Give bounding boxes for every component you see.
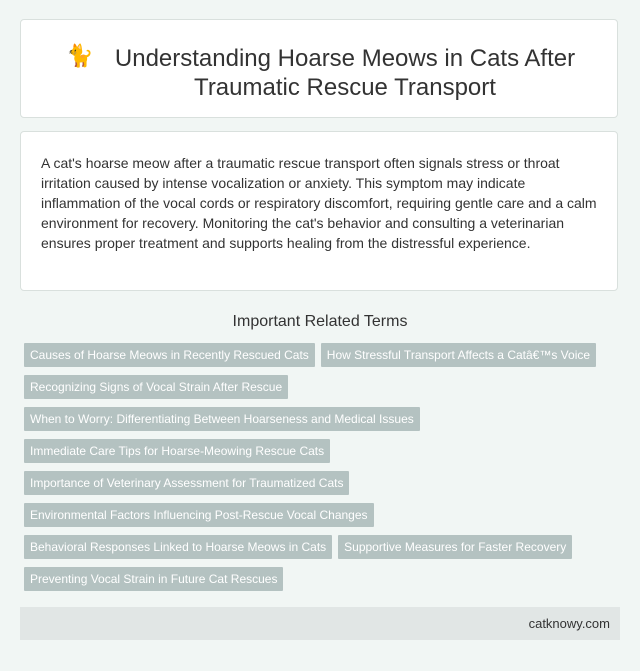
related-terms-list [20, 343, 620, 599]
related-term-tag[interactable]: Preventing Vocal Strain in Future Cat Rescues [24, 567, 283, 591]
related-term-tag[interactable]: When to Worry: Differentiating Between Hoarseness and Medical Issues [24, 407, 420, 431]
related-terms-heading: Important Related Terms [232, 313, 408, 330]
related-term-tag[interactable]: Supportive Measures for Faster Recovery [338, 535, 572, 559]
tag-row [20, 503, 620, 527]
tag-row [20, 471, 620, 495]
tag-row [20, 375, 620, 399]
related-term-tag[interactable]: Immediate Care Tips for Hoarse-Meowing Rescue Cats [24, 439, 330, 463]
tag-row [20, 439, 620, 463]
related-term-tag[interactable]: Importance of Veterinary Assessment for Traumatized Cats [24, 471, 349, 495]
cat-icon: 🐈 [66, 43, 94, 68]
tag-row [20, 567, 620, 591]
page-title: Understanding Hoarse Meows in Cats After Traumatic Rescue Transport [114, 45, 576, 101]
related-term-tag[interactable]: Environmental Factors Influencing Post-Rescue Vocal Changes [24, 503, 374, 527]
related-term-tag[interactable]: Causes of Hoarse Meows in Recently Rescued Cats [24, 343, 315, 367]
summary-paragraph: A cat's hoarse meow after a traumatic rescue transport often signals stress or throat irritation caused by intense vocalization or anxiety. This symptom may indicate inflammation of the vocal cords or respiratory discomfort, requiring gentle care and a calm environment for recovery. Monitoring the cat's behavior and consulting a veterinarian ensures proper treatment and supports healing from the distressful experience. [41, 155, 597, 251]
related-term-tag[interactable]: Behavioral Responses Linked to Hoarse Meows in Cats [24, 535, 332, 559]
related-term-tag[interactable]: Recognizing Signs of Vocal Strain After Rescue [24, 375, 288, 399]
tag-row [20, 343, 620, 367]
footer-bar [20, 607, 620, 640]
tag-row [20, 535, 620, 559]
tag-row [20, 407, 620, 431]
related-term-tag[interactable]: How Stressful Transport Affects a Catâ€™s Voice [321, 343, 596, 367]
footer-site-link[interactable]: catknowy.com [528, 616, 610, 631]
